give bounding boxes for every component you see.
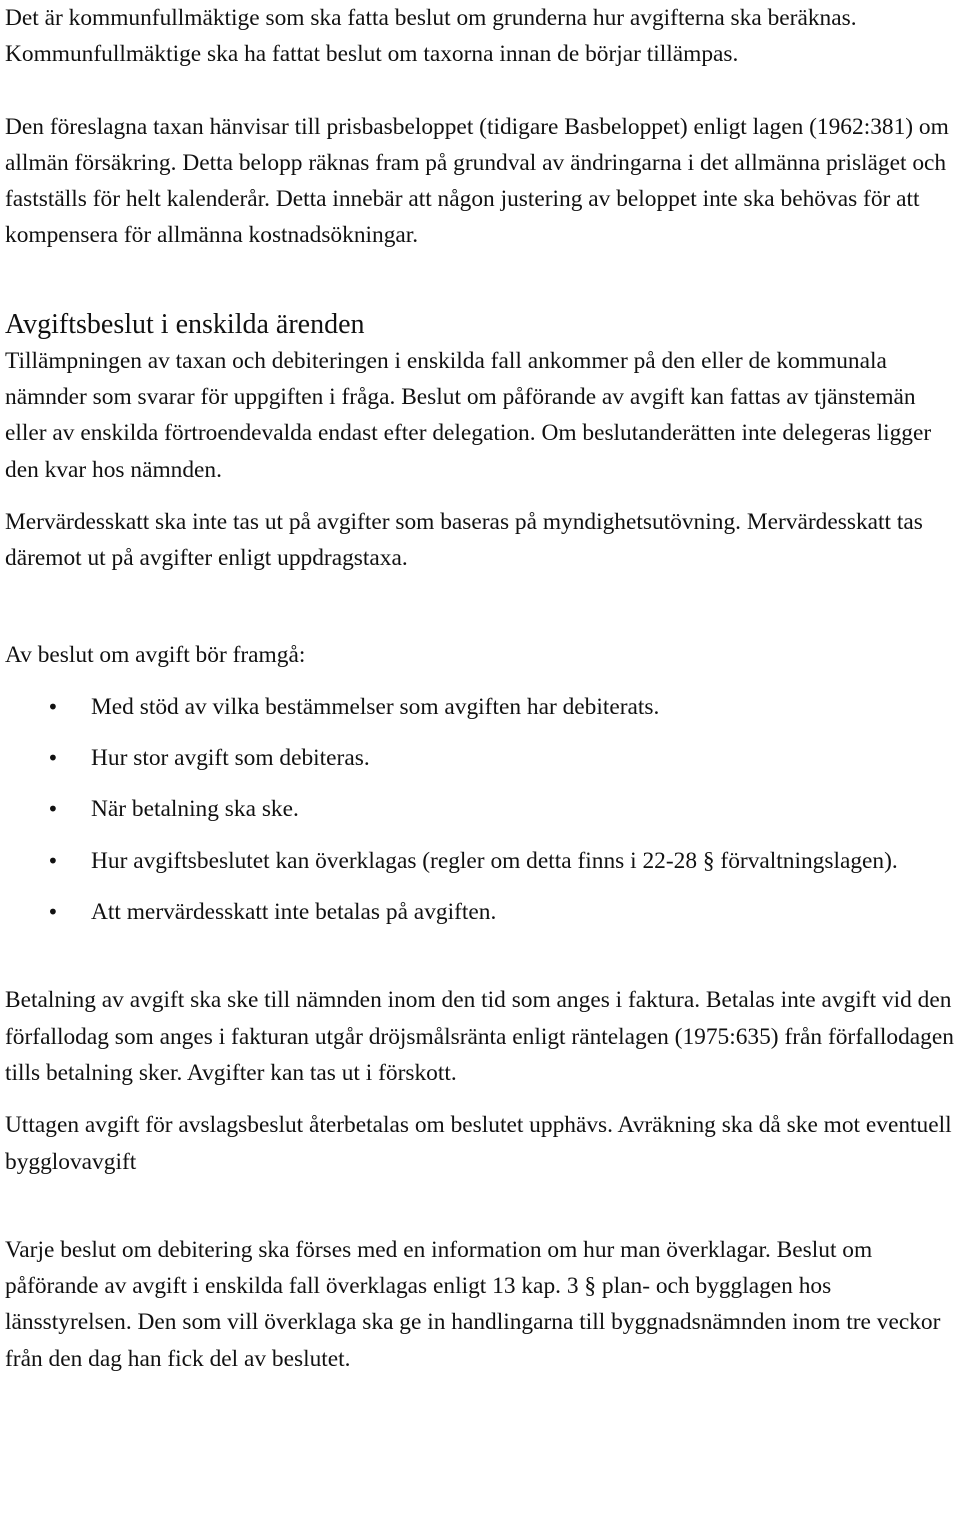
bullet-icon: • [47, 900, 59, 925]
bullet-icon: • [47, 746, 59, 771]
intro-paragraph-1: Det är kommunfullmäktige som ska fatta beslut om grunderna hur avgifterna ska beräknas. Kommunfullmäktige ska ha fattat beslut om taxorna innan de börjar tillämpas. [5, 5, 857, 68]
list-item [5, 791, 955, 827]
decision-list [5, 689, 955, 930]
list-item-text: När betalning ska ske. [91, 796, 299, 823]
payment-paragraph: Betalning av avgift ska ske till nämnden inom den tid som anges i faktura. Betalas inte avgift vid den förfallodag som anges i fakturan utgår dröjsmålsränta enligt räntelagen (1975:635) från förfallodagen tills betalning sker. Avgifter kan tas ut i förskott. [5, 987, 954, 1086]
refund-paragraph: Uttagen avgift för avslagsbeslut återbetalas om beslutet upphävs. Avräkning ska då ske mot eventuell bygglovavgift [5, 1112, 952, 1175]
list-item [5, 689, 955, 725]
vat-paragraph: Mervärdesskatt ska inte tas ut på avgifter som baseras på myndighetsutövning. Mervärdesskatt tas däremot ut på avgifter enligt uppdragstaxa. [5, 508, 923, 572]
section-heading: Avgiftsbeslut i enskilda ärenden [5, 308, 365, 340]
list-item [5, 843, 955, 879]
decision-intro: Av beslut om avgift bör framgå: [5, 641, 306, 668]
list-item-text: Hur stor avgift som debiteras. [91, 745, 370, 772]
list-item-text: Med stöd av vilka bestämmelser som avgiften har debiterats. [91, 693, 660, 720]
list-item-text: Att mervärdesskatt inte betalas på avgiften. [91, 899, 497, 926]
bullet-icon: • [47, 797, 59, 822]
application-paragraph: Tillämpningen av taxan och debiteringen i enskilda fall ankommer på den eller de kommunala nämnder som svarar för uppgiften i fråga. Beslut om påförande av avgift kan fattas av tjänstemän eller av enskilda förtroendevalda endast efter delegation. Om beslutanderätten inte delegeras ligger den kvar hos nämnden. [5, 347, 932, 483]
list-item [5, 740, 955, 776]
document-page [5, 0, 955, 1377]
list-item [5, 894, 955, 930]
list-item-text: Hur avgiftsbeslutet kan överklagas (regler om detta finns i 22-28 § förvaltningslagen). [91, 847, 898, 874]
bullet-icon: • [47, 694, 59, 719]
appeal-paragraph: Varje beslut om debitering ska förses med en information om hur man överklagar. Beslut om påförande av avgift i enskilda fall överklagas enligt 13 kap. 3 § plan- och bygglagen hos länsstyrelsen. Den som vill överklaga ska ge in handlingarna till byggnadsnämnden inom tre veckor från den dag han fick del av beslutet. [5, 1236, 941, 1372]
intro-paragraph-2: Den föreslagna taxan hänvisar till prisbasbeloppet (tidigare Basbeloppet) enligt lagen (1962:381) om allmän försäkring. Detta belopp räknas fram på grundval av ändringarna i det allmänna prisläget och fastställs för helt kalenderår. Detta innebär att någon justering av beloppet inte ska behövas för att kompensera för allmänna kostnadsökningar. [5, 113, 949, 249]
bullet-icon: • [47, 848, 59, 873]
